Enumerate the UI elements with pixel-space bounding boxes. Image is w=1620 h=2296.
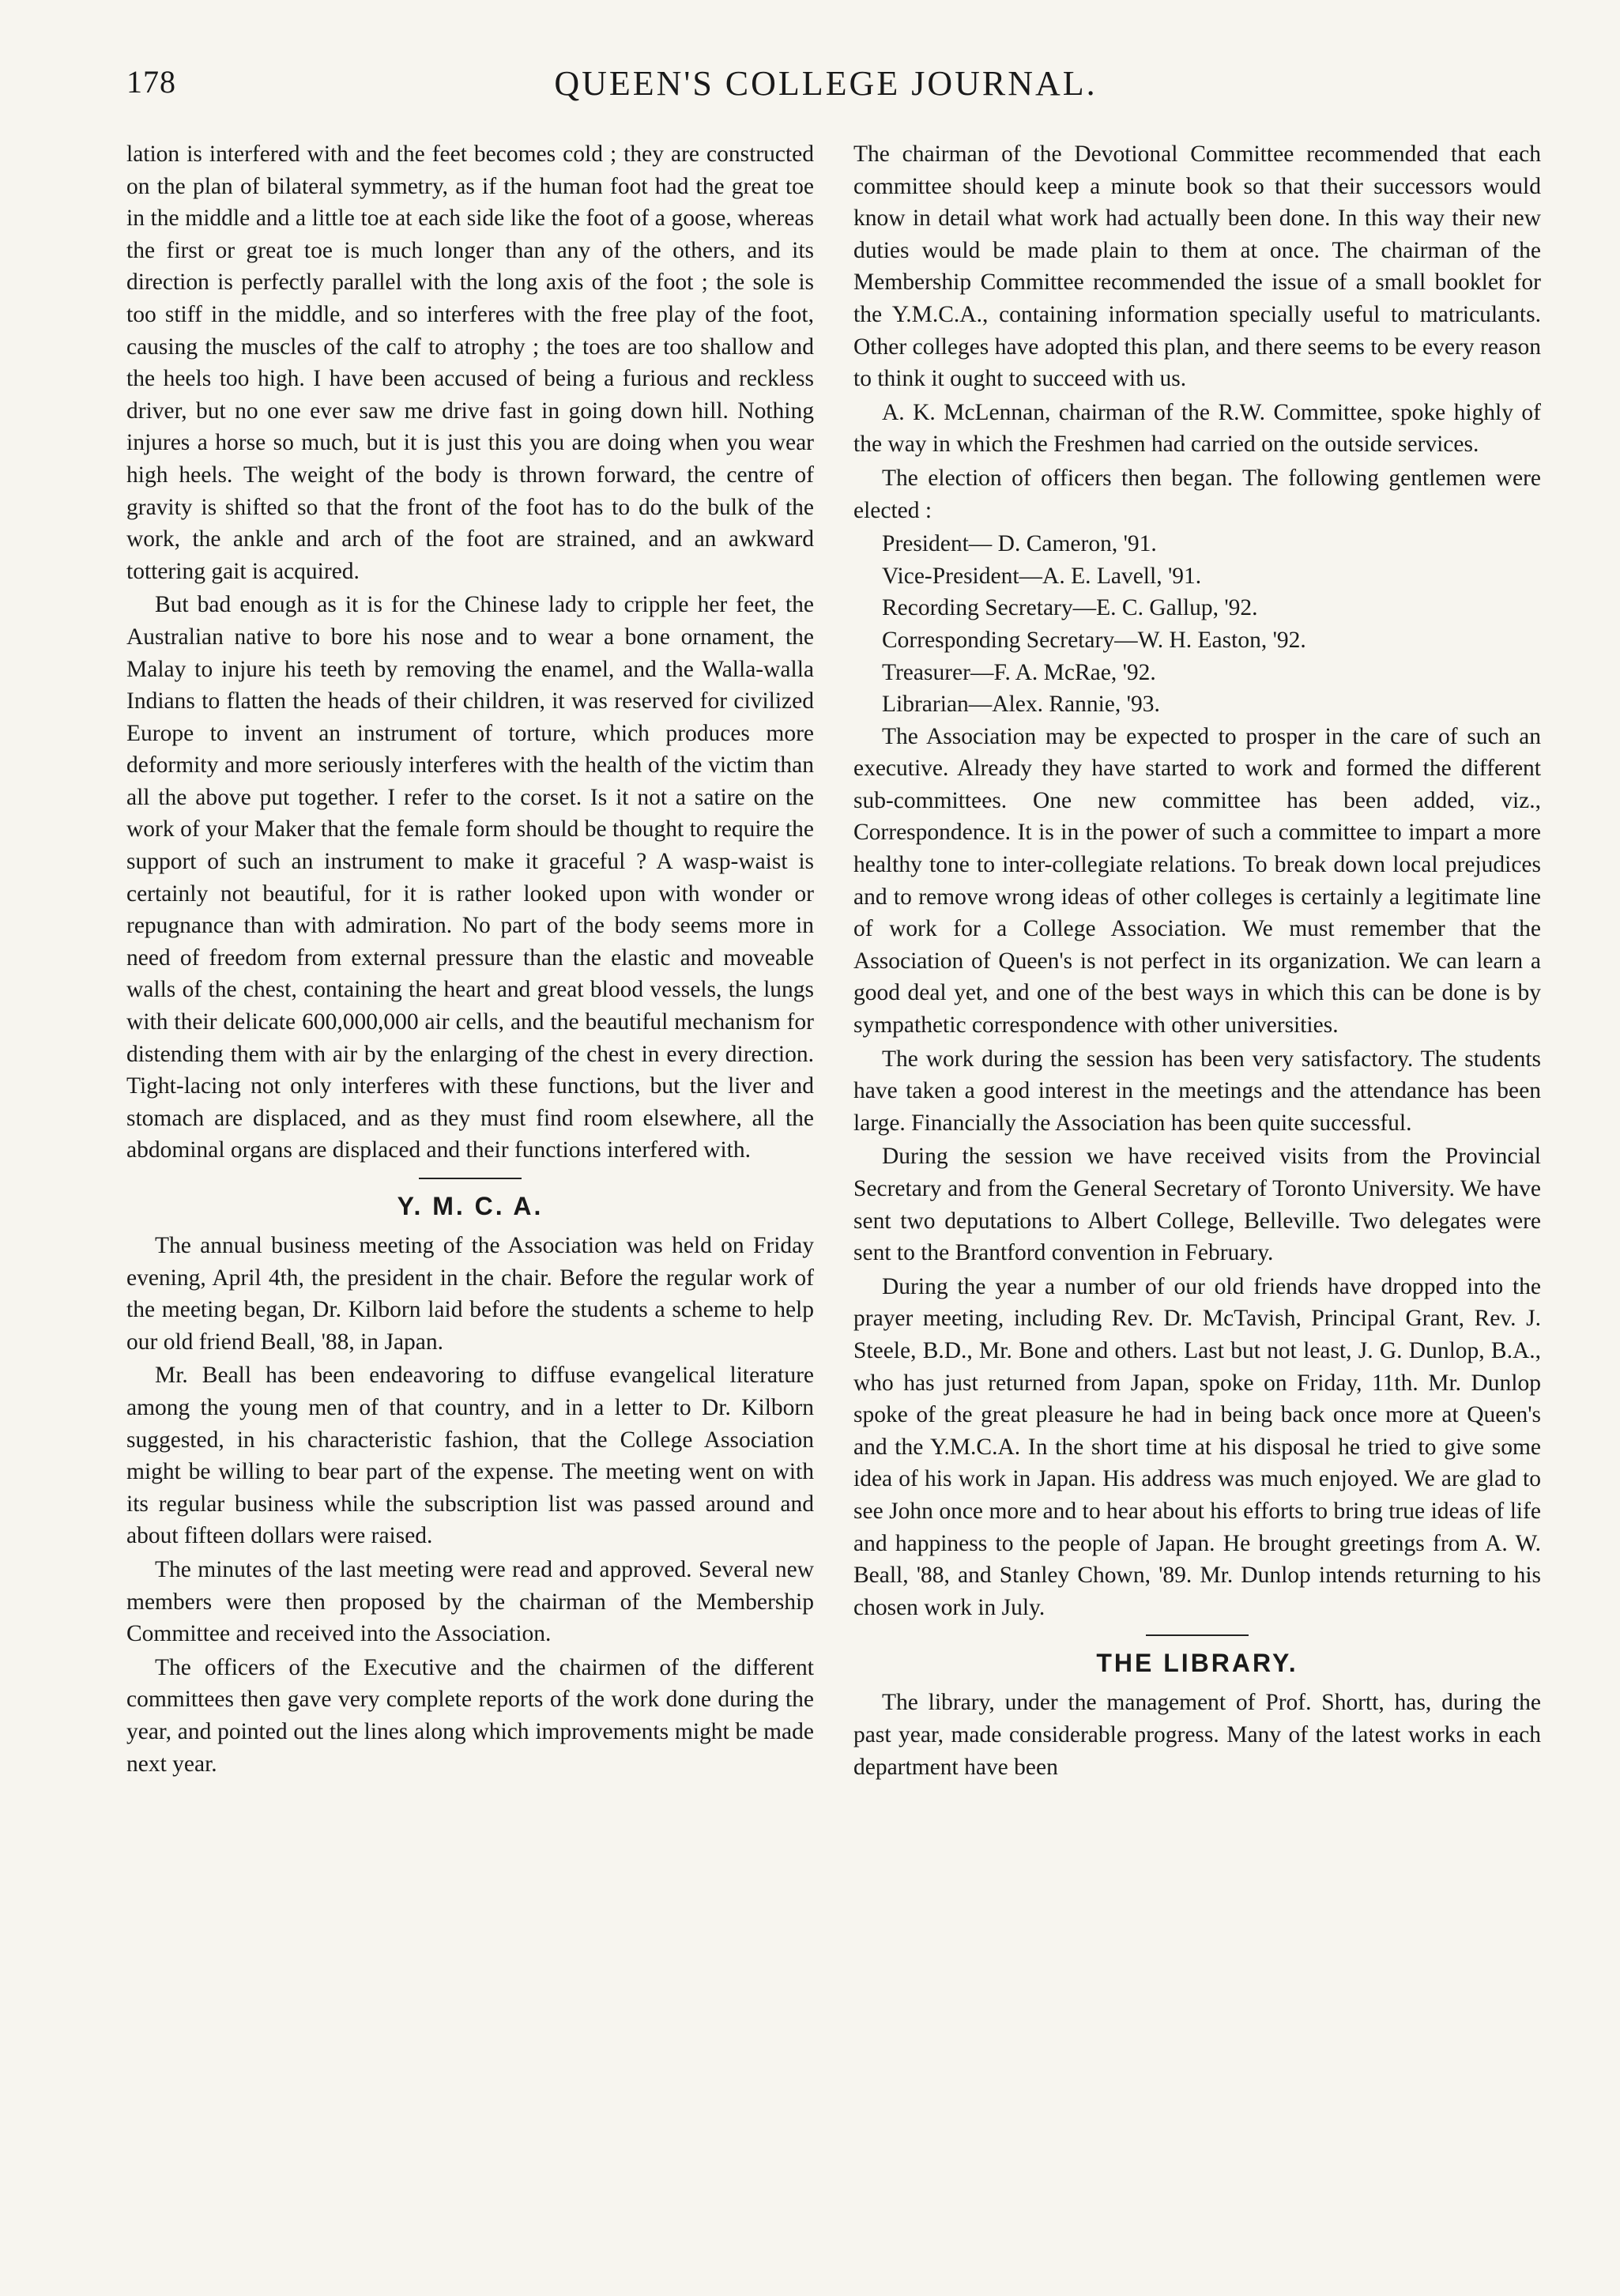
ymca-paragraph: During the session we have received visits from the Provincial Secretary and from the General Secretary of Toronto University. We have sent two deputations to Albert College, Belleville. Two delegates were sent to the Brantford convention in February. [853,1144,1541,1266]
left-column [126,138,814,2256]
section-divider [419,1178,522,1179]
officer-entry: President— D. Cameron, '91. [882,531,1157,557]
ymca-paragraph: The Association may be expected to prosper in the care of such an executive. Already they have started to work and formed the different sub-committees. One new committee has been added, viz., Correspondence. It is in the power of such a committee to impart a more healthy tone to inter-collegiate relations. To break down local prejudices and to remove wrong ideas of other colleges is certainly a legitimate line of work for a College Association. We must remember that the Association of Queen's is not perfect in its organization. We can learn a good deal yet, and one of the best ways in which this can be done is by sympathetic correspondence with other universities. [853,723,1541,1039]
library-heading: THE LIBRARY. [1096,1649,1298,1678]
ymca-paragraph: The officers of the Executive and the chairmen of the different committees then gave very complete reports of the work done during the year, and pointed out the lines along which improvements might be made next year. [126,1654,814,1777]
ymca-paragraph: Mr. Beall has been endeavoring to diffuse evangelical literature among the young men of that country, and in a letter to Dr. Kilborn suggested, in his characteristic fashion, that the College Association might be willing to bear part of the expense. The meeting went on with its regular business while the subscription list was passed around and about fifteen dollars were raised. [126,1363,814,1549]
ymca-heading: Y. M. C. A. [397,1192,544,1220]
page-number: 178 [126,64,176,100]
ymca-paragraph: The chairman of the Devotional Committee recommended that each committee should keep a minute book so that their successors would know in detail what work had actually been done. In this way their new duties would be made plain to them at once. The chairman of the Membership Committee recommended the issue of a small booklet for the Y.M.C.A., containing information specially useful to matriculants. Other colleges have adopted this plan, and there seems to be every reason to think it ought to succeed with us. [853,141,1541,392]
right-column [853,138,1541,2256]
article-columns [126,138,1541,2256]
ymca-paragraph: The work during the session has been very satisfactory. The students have taken a good interest in the meetings and the attendance has been large. Financially the Association has been quite successful. [853,1046,1541,1136]
article-paragraph: lation is interfered with and the feet becomes cold ; they are constructed on the plan of bilateral symmetry, as if the human foot had the great toe in the middle and a little toe at each side like the foot of a goose, whereas the first or great toe is much longer than any of the others, and its direction is perfectly parallel with the long axis of the foot ; the sole is too stiff in the middle, and so interferes with the free play of the foot, causing the muscles of the calf to atrophy ; the toes are too shallow and the heels too high. I have been accused of being a furious and reckless driver, but no one ever saw me drive fast in going down hill. Nothing injures a horse so much, but it is just this you are doing when you wear high heels. The weight of the body is thrown forward, the centre of gravity is shifted so that the front of the foot has to do the bulk of the work, the ankle and arch of the foot are strained, and an awkward tottering gait is acquired. [126,141,814,584]
officer-entry: Treasurer—F. A. McRae, '92. [882,659,1156,685]
ymca-paragraph: A. K. McLennan, chairman of the R.W. Committee, spoke highly of the way in which the Freshmen had carried on the outside services. [853,399,1541,458]
article-paragraph: But bad enough as it is for the Chinese lady to cripple her feet, the Australian native to bore his nose and to wear a bone ornament, the Malay to injure his teeth by removing the enamel, and the Walla-walla Indians to flatten the heads of their children, it was reserved for civilized Europe to invent an instrument of torture, which produces more deformity and more seriously interferes with the health of the victim than all the above put together. I refer to the corset. Is it not a satire on the work of your Maker that the female form should be thought to require the support of such an instrument to make it graceful ? A wasp-waist is certainly not beautiful, for it is rather looked upon with wonder or repugnance than with admiration. No part of the body seems more in need of freedom from external pressure than the elastic and moveable walls of the chest, containing the heart and great blood vessels, the lungs with their delicate 600,000,000 air cells, and the beautiful mechanism for distending them with air by the enlarging of the chest in every direction. Tight-lacing not only interferes with these functions, but the liver and stomach are displaced, and as they must find room elsewhere, all the abdominal organs are displaced and their functions interfered with. [126,592,814,1163]
ymca-paragraph: The election of officers then began. The following gentlemen were elected : [853,465,1541,523]
officer-entry: Recording Secretary—E. C. Gallup, '92. [882,595,1258,621]
officer-entry: Corresponding Secretary—W. H. Easton, '92. [882,627,1306,653]
ymca-paragraph: The minutes of the last meeting were read and approved. Several new members were then proposed by the chairman of the Membership Committee and received into the Association. [126,1556,814,1647]
officer-entry: Librarian—Alex. Rannie, '93. [882,692,1160,718]
library-paragraph: The library, under the management of Prof. Shortt, has, during the past year, made considerable progress. Many of the latest works in each department have been [853,1690,1541,1780]
ymca-paragraph: The annual business meeting of the Association was held on Friday evening, April 4th, the president in the chair. Before the regular work of the meeting began, Dr. Kilborn laid before the students a scheme to help our old friend Beall, '88, in Japan. [126,1233,814,1355]
section-divider [1146,1634,1249,1636]
page-header [126,63,1525,111]
ymca-paragraph: During the year a number of our old friends have dropped into the prayer meeting, including Rev. Dr. McTavish, Principal Grant, Rev. J. Steele, B.D., Mr. Bone and others. Last but not least, J. G. Dunlop, B.A., who has just returned from Japan, spoke on Friday, 11th. Mr. Dunlop spoke of the great pleasure he had in being back once more at Queen's and the Y.M.C.A. In the short time at his disposal he tried to give some idea of his work in Japan. His address was much enjoyed. We are glad to see John once more and to hear about his efforts to bring true ideas of life and happiness to the people of Japan. He brought greetings from A. W. Beall, '88, and Stanley Chown, '89. Mr. Dunlop intends returning to his chosen work in July. [853,1273,1541,1620]
officers-list [853,528,1541,721]
journal-title: QUEEN'S COLLEGE JOURNAL. [554,64,1098,103]
officer-entry: Vice-President—A. E. Lavell, '91. [882,563,1202,589]
